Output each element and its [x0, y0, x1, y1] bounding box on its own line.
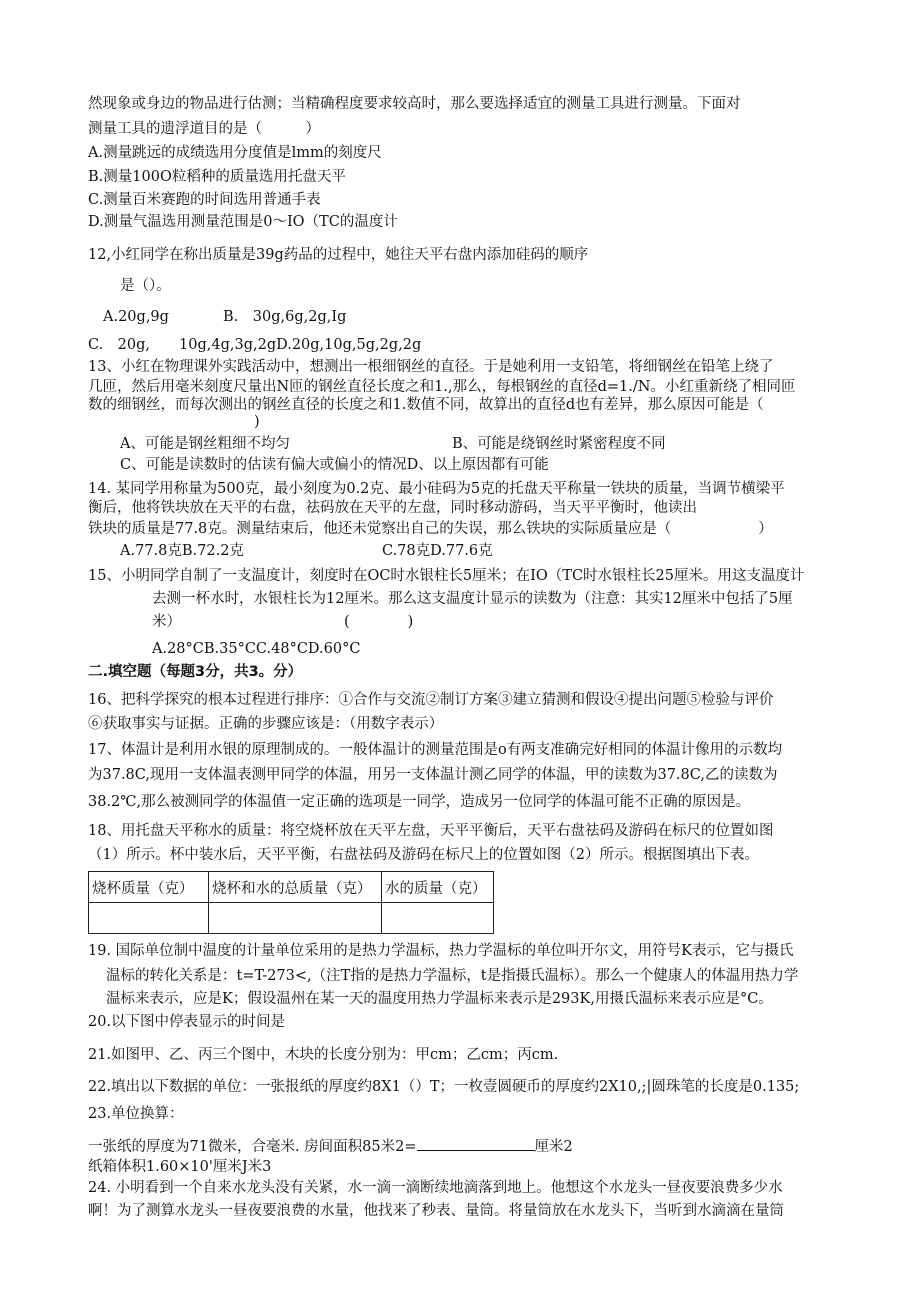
q12-option-a: A.20g,9g [103, 309, 169, 325]
q19-line3: 温标来表示，应是K；假设温州在某一天的温度用热力学温标来表示是293K,用摄氏温标来表示应是°C。 [106, 991, 773, 1007]
q16-line2: ⑥获取事实与证据。正确的步骤应该是：（用数字表示） [88, 716, 444, 732]
q22-line: 22.填出以下数据的单位：一张报纸的厚度约8X1（）T；一枚壹圆硬币的厚度约2X10,;|圆珠笔的长度是0.135; [88, 1079, 800, 1095]
q15-line1: 15、小明同学自制了一支温度计，刻度时在OC时水银柱长5厘米；在IO（TC时水银柱长25厘米。用这支温度计 [88, 568, 805, 584]
q15-options: A.28°CB.35°CC.48°CD.60°C [152, 641, 361, 657]
q12-line1: 12,小红同学在称出质量是39g药品的过程中，她往天平右盘内添加硅码的顺序 [88, 247, 589, 263]
q23-line1-text: 一张纸的厚度为71微米，合毫米. 房间面积85米2= [88, 1139, 417, 1155]
q23-line2: 纸箱体积1.60×10'厘米J米3 [88, 1159, 272, 1175]
p1-option-d: D.测量气温选用测量范围是0～IO（TC的温度计 [88, 214, 398, 230]
q15-answer-bracket: ( ) [344, 614, 414, 630]
answer-cell[interactable] [89, 903, 209, 934]
table-row [89, 903, 494, 934]
q18-line2: （1）所示。杯中装水后，天平平衡，右盘祛码及游码在标尺上的位置如图（2）所示。根据图填出下表。 [88, 847, 759, 863]
answer-cell[interactable] [382, 903, 494, 934]
q13-line3: 数的细钢丝，而每次测出的钢丝直径的长度之和1.数值不同，故算出的直径d也有差异，那么原因可能是（ [88, 397, 764, 413]
q13-option-a: A、可能是钢丝粗细不均匀 [120, 436, 290, 452]
section-2-heading: 二.填空题（每题3分，共3。分） [88, 664, 303, 680]
q15-line2: 去测一杯水时，水银柱长为12厘米。那么这支温度计显示的读数为（注意：其实12厘米中包括了5厘 [152, 591, 793, 607]
answer-cell[interactable] [209, 903, 382, 934]
table-header-cell: 水的质量（克） [382, 872, 494, 903]
q13-line1: 13、小红在物理课外实践活动中，想测出一根细钢丝的直径。于是她利用一支铅笔，将细钢丝在铅笔上绕了 [88, 359, 774, 375]
p1-line1: 然现象或身边的物品进行估测；当精确程度要求较高时，那么要选择适宜的测量工具进行测量。下面对 [88, 96, 741, 112]
q12-option-cd: C. 20g, 10g,4g,3g,2gD.20g,10g,5g,2g,2g [88, 337, 422, 353]
q14-line1: 14. 某同学用称量为500克，最小刻度为0.2克、最小硅码为5克的托盘天平称量一铁块的质量，当调节横梁平 [88, 481, 785, 497]
q16-line1: 16、把科学探究的根本过程进行排序：①合作与交流②制订方案③建立猜测和假设④提出问题⑤检验与评价 [88, 692, 774, 708]
q18-answer-table [88, 871, 494, 934]
q21-line: 21.如图甲、乙、丙三个图中，木块的长度分别为：甲cm；乙cm；丙cm. [88, 1047, 559, 1063]
q15-line3: 米） [152, 614, 181, 630]
q23-line1 [88, 1136, 573, 1157]
q18-line1: 18、用托盘天平称水的质量：将空烧杯放在天平左盘，天平平衡后，天平右盘祛码及游码在标尺的位置如图 [88, 823, 774, 839]
q14-line2: 衡后，他将铁块放在天平的右盘，祛码放在天平的左盘，同时移动游码，当天平平衡时，他读出 [88, 500, 697, 516]
q24-line2: 啊！为了测算水龙头一昼夜要浪费的水量，他找来了秒表、量筒。将量筒放在水龙头下，当听到水滴滴在量筒 [88, 1203, 784, 1219]
q14-option-cd: C.78克D.77.6克 [382, 543, 493, 559]
p1-line2: 测量工具的遗浮道目的是（ ） [88, 121, 320, 137]
q19-line1: 19. 国际单位制中温度的计量单位采用的是热力学温标，热力学温标的单位叫开尔文，用符号K表示，它与摄氏 [88, 943, 794, 959]
q13-line2: 几匝，然后用毫米刻度尺量出N匝的钢丝直径长度之和1.,那么，每根钢丝的直径d=1./N。小红重新绕了相同匝 [88, 379, 796, 395]
answer-blank[interactable] [417, 1136, 535, 1151]
q13-option-cd: C、可能是读数时的估读有偏大或偏小的情况D、以上原因都有可能 [120, 457, 549, 473]
q20-line: 20.以下图中停表显示的时间是 [88, 1014, 286, 1030]
q14-option-ab: A.77.8克B.72.2克 [120, 543, 244, 559]
q12-option-b: B. 30g,6g,2g,Ig [223, 309, 347, 325]
q17-line2: 为37.8C,现用一支体温表测甲同学的体温，用另一支体温计测乙同学的体温，甲的读数为37.8C,乙的读数为 [88, 767, 778, 783]
q17-line1: 17、体温计是利用水银的原理制成的。一般体温计的测量范围是o有两支准确完好相同的体温计像用的示数均 [88, 742, 783, 758]
table-header-cell: 烧杯和水的总质量（克） [209, 872, 382, 903]
q13-line4: ) [254, 414, 260, 430]
q19-line2: 温标的转化关系是：t=T-273<,（注T指的是热力学温标，t是指摄氏温标）。那么一个健康人的体温用热力学 [106, 968, 799, 984]
q12-line2: 是（）。 [120, 278, 171, 294]
p1-option-a: A.测量跳远的成绩选用分度值是lmm的刻度尺 [88, 145, 382, 161]
q13-option-b: B、可能是绕钢丝时紧密程度不同 [452, 436, 666, 452]
q23-line1-unit: 厘米2 [534, 1139, 573, 1155]
q24-line1: 24. 小明看到一个自来水龙头没有关紧，水一滴一滴断续地滴落到地上。他想这个水龙头一昼夜要浪费多少水 [88, 1180, 783, 1196]
q23-title: 23.单位换算： [88, 1106, 184, 1122]
table-header-row [89, 872, 494, 903]
q14-line3: 铁块的质量是77.8克。测量结束后，他还未觉察出自己的失误，那么铁块的实际质量应是（ ） [88, 521, 773, 537]
table-header-cell: 烧杯质量（克） [89, 872, 209, 903]
p1-option-b: B.测量100O粒稻种的质量选用托盘天平 [88, 169, 346, 185]
p1-option-c: C.测量百米赛跑的时间选用普通手表 [88, 192, 321, 208]
q17-line3: 38.2℃,那么被测同学的体温值一定正确的选项是一同学，造成另一位同学的体温可能不正确的原因是。 [88, 794, 751, 810]
